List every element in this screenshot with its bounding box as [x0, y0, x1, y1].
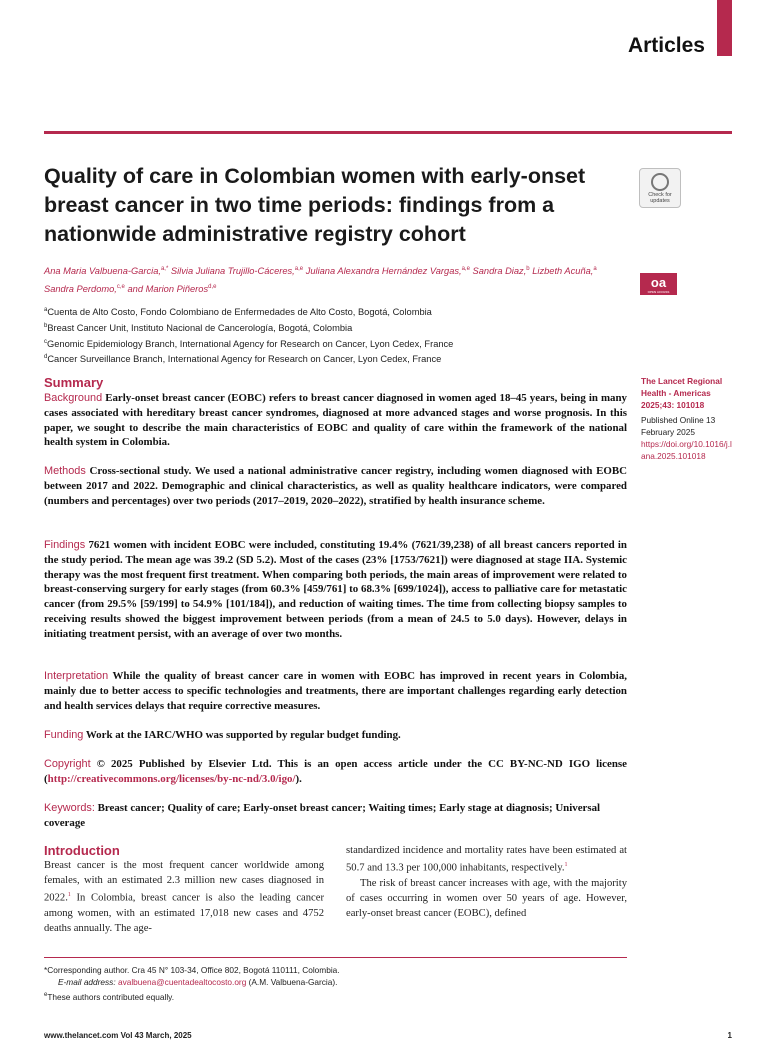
- published-date: Published Online 13 February 2025: [641, 415, 716, 437]
- author[interactable]: Ana Maria Valbuena-Garcia,$^{a,*}$: [44, 266, 169, 277]
- intro-column-1: Breast cancer is the most frequent cancer worldwide among females, with an estimated 2.3 million new cases diagnosed in 2022.$^1$ In Colombia, breast cancer is also the leading cancer among women, with an estimated 17,018 new cases and 4752 deaths annually. The age-: [44, 860, 324, 934]
- corresponding-author-note: *Corresponding author. Cra 45 N° 103-34, Office 802, Bogotá 110111, Colombia.: [44, 965, 340, 975]
- author[interactable]: Silvia Juliana Trujillo-Cáceres,$^{a,e}$: [170, 266, 304, 277]
- footnotes: [44, 964, 627, 1003]
- author[interactable]: and Marion Piñeros$^{d,e}$: [127, 284, 217, 295]
- article-title: Quality of care in Colombian women with early-onset breast cancer in two time periods: findings from a nationwide administrative registry cohort: [44, 164, 586, 246]
- intro-paragraph: The risk of breast cancer increases with age, with the majority of cases occurring in women over 50 years of age. However, early-onset breast cancer (EOBC), defined: [346, 877, 627, 919]
- header-accent-bar: [717, 0, 732, 56]
- page-number: 1: [727, 1031, 732, 1040]
- author-list: [44, 261, 604, 297]
- keywords: Keywords: Breast cancer; Quality of care; Early-onset breast cancer; Waiting times; Early stage at diagnosis; Universal coverage: [44, 802, 601, 829]
- author[interactable]: Sandra Perdomo,$^{c,e}$: [44, 284, 125, 295]
- equal-contribution-note: $^e$These authors contributed equally.: [44, 991, 175, 1002]
- email-link[interactable]: avalbuena@cuentadealtocosto.org: [117, 977, 247, 988]
- abstract-methods: Methods Cross-sectional study. We used a national administrative cancer registry, including women diagnosed with EOBC between 2017 and 2022. Demographic and clinical characteristics, as well as quality healthcare indicators, were compared (numbers and percentages) over two periods (2017–2019, 2020–2022), stratified by health insurance scheme.: [44, 465, 627, 507]
- affiliation: $^c$Genomic Epidemiology Branch, International Agency for Research on Cancer, Lyon Cedex, France: [44, 338, 454, 349]
- intro-column-2: standardized incidence and mortality rates have been estimated at 50.7 and 13.3 per 100,000 inhabitants, respectively.$^1$ The risk of breast cancer increases with age, with the majority of cases occurring in women over 50 years of age. However, early-onset breast cancer (EOBC), defined: [346, 845, 627, 919]
- reference-link[interactable]: 1: [67, 892, 71, 898]
- journal-name: The Lancet Regional Health - Americas: [641, 376, 723, 398]
- affiliation: $^b$Breast Cancer Unit, Instituto Nacional de Cancerología, Bogotá, Colombia: [44, 322, 353, 333]
- check-for-updates-button[interactable]: [639, 168, 681, 208]
- open-access-logo: [640, 273, 677, 295]
- license-link[interactable]: http://creativecommons.org/licenses/by-nc-nd/3.0/igo/: [47, 772, 296, 785]
- check-updates-label: Check for updates: [648, 192, 672, 204]
- email-note: E-mail address: avalbuena@cuentadealtocosto.org (A.M. Valbuena-Garcia).: [58, 977, 338, 988]
- abstract-interpretation: Interpretation While the quality of breast cancer care in women with EOBC has improved in recent years in Colombia, mainly due to better access to specific technologies and treatments, there are important challenges regarding early detection and health services delays that require corrective measures.: [44, 670, 627, 712]
- author[interactable]: Juliana Alexandra Hernández Vargas,$^{a,e}$: [305, 266, 470, 277]
- abstract-background: Background Early-onset breast cancer (EOBC) refers to breast cancer diagnosed in women aged 18–45 years, being in many cases associated with hereditary breast cancer syndromes, diagnosed at more advanced stages and worse prognosis. In this paper, we sought to describe the main characteristics of EOBC and quality of care within the framework of the national health system in Colombia.: [44, 392, 627, 449]
- footer-journal-info: www.thelancet.com Vol 43 March, 2025: [44, 1031, 192, 1040]
- journal-sidebar: [641, 375, 733, 462]
- oa-subtext: OPEN ACCESS: [647, 290, 670, 294]
- header-rule: [44, 131, 732, 134]
- author[interactable]: Lizbeth Acuña,$^a$: [532, 266, 597, 277]
- author[interactable]: Sandra Diaz,$^b$: [472, 266, 530, 277]
- oa-badge-text: oa: [650, 275, 667, 290]
- summary-heading: Summary: [44, 375, 104, 390]
- section-title: Articles: [627, 34, 705, 57]
- affiliation: $^a$Cuenta de Alto Costo, Fondo Colombiano de Enfermedades de Alto Costo, Bogotá, Colombia: [44, 307, 432, 318]
- footnote-rule: [44, 957, 627, 958]
- introduction-heading: Introduction: [44, 843, 120, 858]
- affiliation: $^d$Cancer Surveillance Branch, International Agency for Research on Cancer, Lyon Cedex, France: [44, 354, 442, 365]
- journal-volume: 2025;43: 101018: [641, 400, 705, 410]
- abstract-findings: Findings 7621 women with incident EOBC were included, constituting 19.4% (7621/39,238) of all breast cancers reported in the study period. The mean age was 39.2 (SD 5.2). Most of the cases (23% [1753/7621]) were diagnosed at stage IIA. Systemic therapy was the most frequent first treatment. When comparing both periods, the main areas of improvement were related to breast-conserving surgery for early stages (from 60.3% [459/761] to 68.3% [699/1024]), access to palliative care for metastatic cancer (from 29.5% [59/199] to 54.9% [101/184]), and reduction of waiting times. The time from collecting biopsy samples to receiving results showed the biggest improvement between periods (from a mean of 24.5 to 5.0 days). However, delays in initiating treatment persist, with an average of over two months.: [44, 539, 627, 640]
- update-check-icon: [651, 173, 669, 191]
- abstract-copyright: Copyright © 2025 Published by Elsevier Ltd. This is an open access article under the CC BY-NC-ND IGO license (http://creativecommons.org/licenses/by-nc-nd/3.0/igo/).: [44, 758, 627, 785]
- affiliations: [44, 304, 604, 367]
- doi-link[interactable]: https://doi.org/10.1016/j.lana.2025.101018: [641, 439, 732, 461]
- abstract-funding: Funding Work at the IARC/WHO was supported by regular budget funding.: [44, 729, 401, 741]
- reference-link[interactable]: 1: [564, 862, 568, 868]
